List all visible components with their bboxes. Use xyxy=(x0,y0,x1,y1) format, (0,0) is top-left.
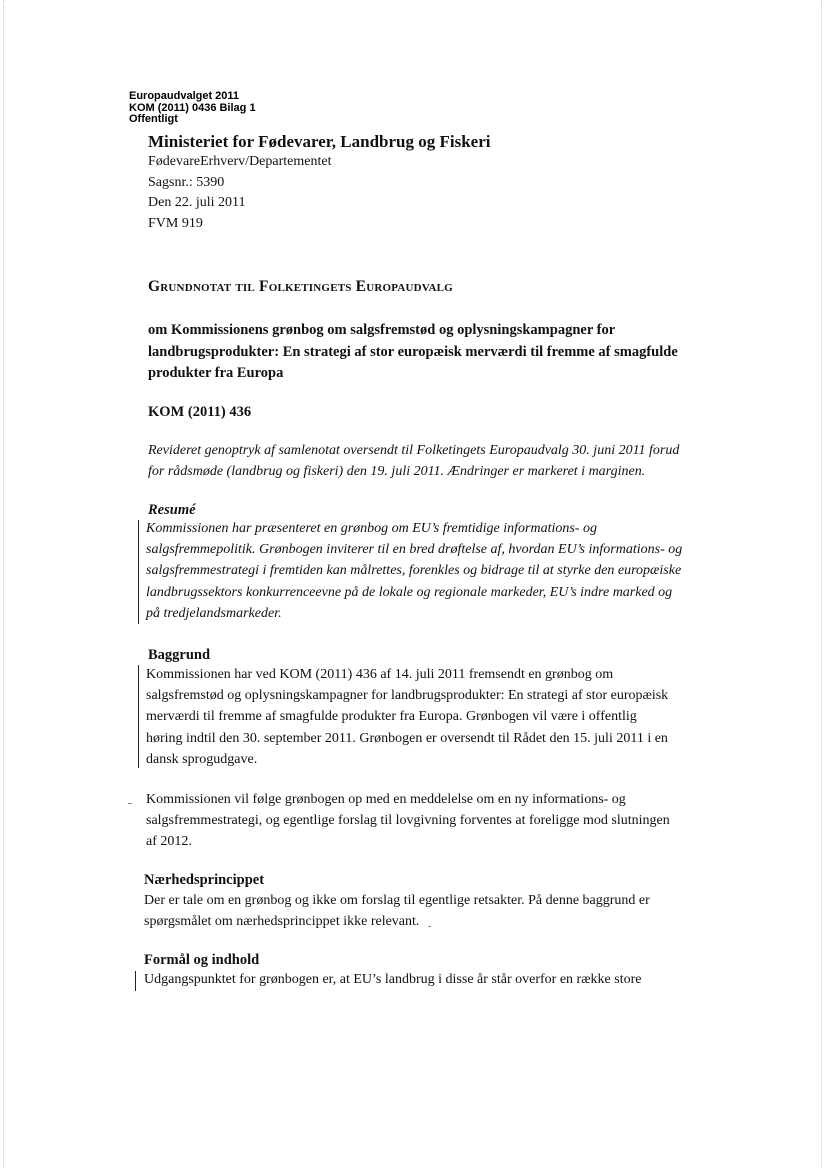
document-reference: FVM 919 xyxy=(148,215,203,231)
document-date: Den 22. juli 2011 xyxy=(148,195,246,211)
naerhed-heading: Nærhedsprincippet xyxy=(144,872,265,888)
scan-speck xyxy=(428,926,431,927)
resume-text: Kommissionen har præsenteret en grønbog om EU’s fremtidige informations- og salgsfremmepolitik. Grønbogen inviterer til en bred drøftelse af, hvordan EU’s informations- og salgsfremmestrategi i fremtiden kan målrettes, forenkles og bidrage til at styrke den europæiske landbrugssektors konkurrenceevne på de lokale og regionale markeder, EU’s indre marked og på tredjelandsmarkeder. xyxy=(146,521,683,621)
kom-number: KOM (2011) 436 xyxy=(148,404,252,420)
registry-stamp xyxy=(129,91,256,126)
scan-edge-left xyxy=(3,0,4,1168)
stamp-line-status: Offentligt xyxy=(129,113,178,125)
revision-note: Revideret genoptryk af samlenotat oversendt til Folketingets Europaudvalg 30. juni 2011 forud for rådsmøde (landbrug og fiskeri) den 19. juli 2011. Ændringer er markeret i marginen. xyxy=(148,443,680,479)
resume-heading: Resumé xyxy=(148,502,196,518)
naerhed-text: Der er tale om en grønbog og ikke om forslag til egentlige retsakter. På denne baggrund er spørgsmålet om nærhedsprincippet ikke relevant. xyxy=(144,893,650,930)
change-marker-resume xyxy=(138,520,139,624)
baggrund-heading: Baggrund xyxy=(148,647,211,663)
formaal-heading: Formål og indhold xyxy=(144,952,260,968)
document-title: Grundnotat til Folketingets Europaudvalg xyxy=(148,278,453,295)
baggrund-text-2: Kommissionen vil følge grønbogen op med en meddelelse om en ny informations- og salgsfremmestrategi, og egentlige forslag til lovgivning forventes at foreligge mod slutningen af 2012. xyxy=(146,792,670,850)
document-subject: om Kommissionens grønbog om salgsfremstød og oplysningskampagner for landbrugsprodukter: En strategi af stor europæisk merværdi til fremme af smagfulde produkter fra Europa xyxy=(148,322,678,382)
change-marker-formaal xyxy=(135,971,136,991)
document-metadata xyxy=(148,152,688,234)
department: FødevareErhverv/Departementet xyxy=(148,154,332,169)
scan-edge-right xyxy=(821,0,822,1168)
stamp-line-reference: KOM (2011) 0436 Bilag 1 xyxy=(129,101,256,114)
stamp-line-committee: Europaudvalget 2011 xyxy=(129,90,240,102)
change-marker-baggrund xyxy=(138,665,139,768)
formaal-text: Udgangspunktet for grønbogen er, at EU’s landbrug i disse år står overfor en række store xyxy=(144,972,642,987)
case-number: Sagsnr.: 5390 xyxy=(148,174,225,190)
baggrund-text-1: Kommissionen har ved KOM (2011) 436 af 14. juli 2011 fremsendt en grønbog om salgsfremstød og oplysningskampagner for landbrugsprodukter: En strategi af stor europæisk merværdi til fremme af smagfulde produkter fra Europa. Grønbogen vil være i offentlig høring indtil den 30. september 2011. Grønbogen er oversendt til Rådet den 15. juli 2011 i en dansk sprogudgave. xyxy=(146,667,669,767)
ministry-name: Ministeriet for Fødevarer, Landbrug og Fiskeri xyxy=(148,132,491,151)
scan-speck xyxy=(128,803,132,804)
